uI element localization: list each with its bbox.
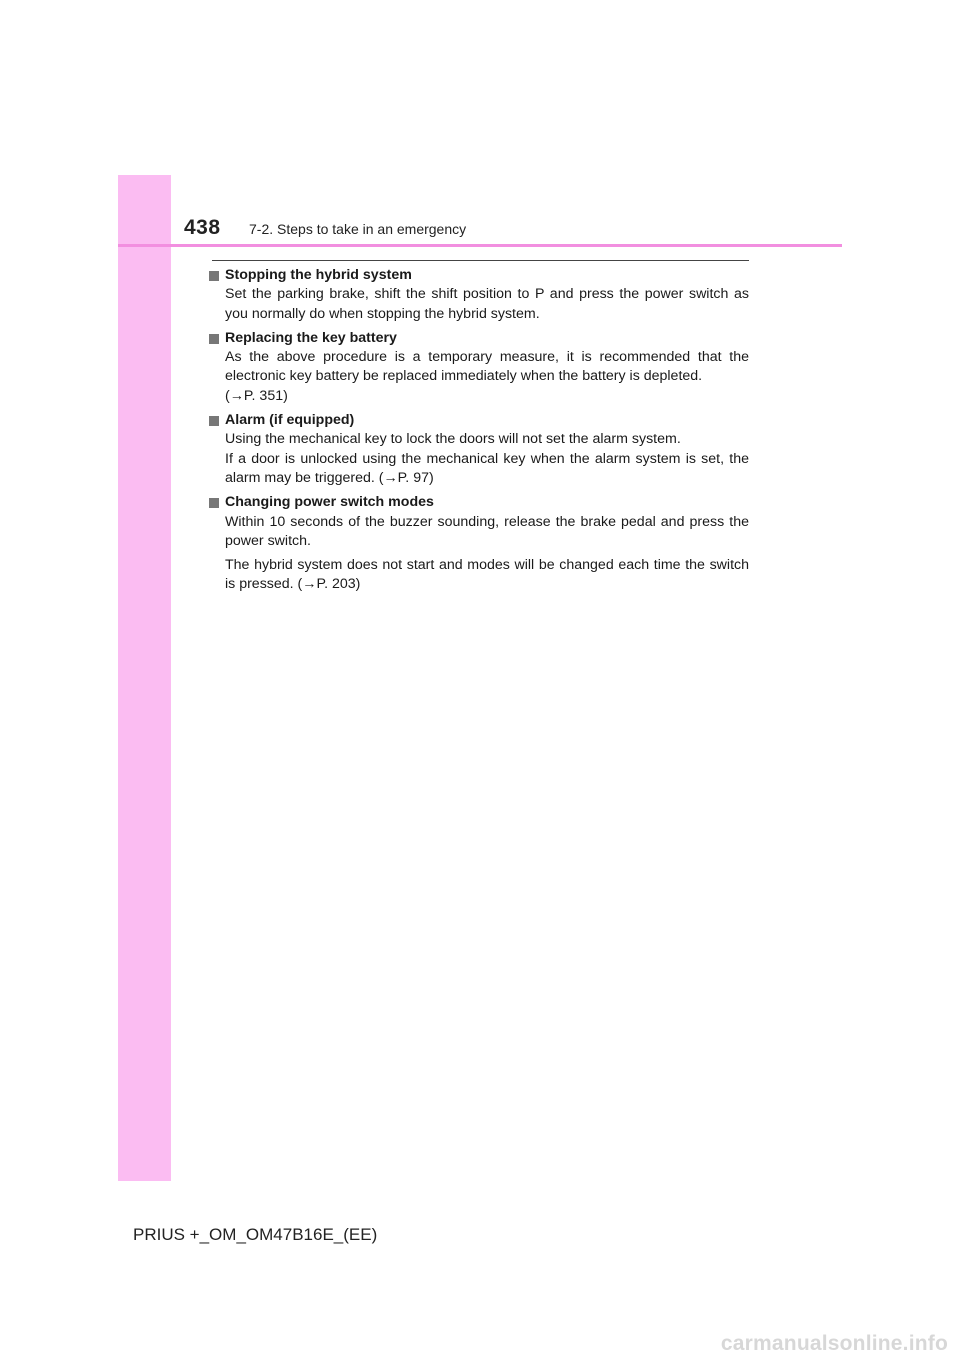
watermark: carmanualsonline.info [720, 1332, 948, 1355]
square-bullet-icon [209, 416, 219, 426]
square-bullet-icon [209, 334, 219, 344]
section-title: 7-2. Steps to take in an emergency [249, 221, 467, 237]
item-title: Alarm (if equipped) [225, 412, 355, 429]
item-title: Changing power switch modes [225, 494, 434, 511]
page-number: 438 [184, 216, 221, 239]
item-changing-power-switch-modes [209, 493, 749, 594]
item-heading [209, 329, 749, 348]
item-heading [209, 411, 749, 430]
item-title: Replacing the key battery [225, 329, 397, 346]
item-heading [209, 266, 749, 285]
item-paragraph: Using the mechanical key to lock the doors will not set the alarm system. If a door is unlocked using the mechanical key when the alarm system is set, the alarm may be triggered. (→P. 97) [225, 431, 749, 486]
header-divider [118, 244, 842, 247]
content-body [209, 266, 749, 600]
square-bullet-icon [209, 271, 219, 281]
item-heading [209, 493, 749, 512]
item-alarm [209, 411, 749, 488]
item-paragraph: Within 10 seconds of the buzzer sounding, release the brake pedal and press the power switch. [225, 513, 749, 549]
item-stopping-hybrid-system [209, 266, 749, 324]
square-bullet-icon [209, 498, 219, 508]
item-paragraph: The hybrid system does not start and modes will be changed each time the switch is pressed. (→P. 203) [225, 557, 749, 593]
footer-document-id: PRIUS +_OM_OM47B16E_(EE) [133, 1225, 378, 1244]
item-replacing-key-battery [209, 329, 749, 406]
content-top-rule [212, 260, 749, 261]
item-paragraph: Set the parking brake, shift the shift position to P and press the power switch as you normally do when stopping the hybrid system. [225, 286, 749, 322]
item-title: Stopping the hybrid system [225, 267, 412, 283]
side-color-band [118, 175, 171, 1181]
item-paragraph: As the above procedure is a temporary measure, it is recommended that the electronic key battery be replaced immediately when the battery is depleted. (→P. 351) [225, 349, 749, 404]
